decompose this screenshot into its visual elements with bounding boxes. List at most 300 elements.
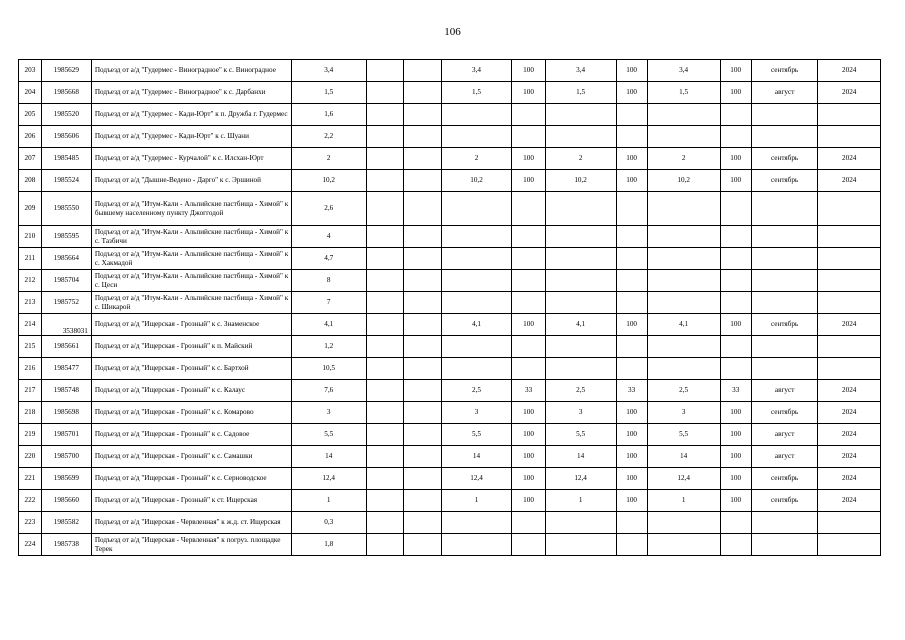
cell-road-length: 4,1 bbox=[291, 314, 366, 336]
cell-percent-1 bbox=[512, 292, 545, 314]
cell-value-3 bbox=[647, 336, 720, 358]
cell-value-3 bbox=[647, 292, 720, 314]
cell-percent-1: 100 bbox=[512, 82, 545, 104]
cell-percent-2 bbox=[616, 534, 647, 556]
cell-year bbox=[818, 126, 881, 148]
cell-col-empty-1 bbox=[366, 226, 403, 248]
cell-percent-1 bbox=[512, 270, 545, 292]
cell-percent-2: 100 bbox=[616, 170, 647, 192]
cell-road-name: Подъезд от а/д "Ищерская - Грозный" к с. Комарово bbox=[91, 402, 291, 424]
table-row bbox=[19, 358, 881, 380]
cell-percent-3 bbox=[720, 270, 751, 292]
cell-year bbox=[818, 512, 881, 534]
cell-col-empty-1 bbox=[366, 126, 403, 148]
cell-col-empty-2 bbox=[404, 104, 441, 126]
table-row bbox=[19, 270, 881, 292]
cell-percent-3: 100 bbox=[720, 424, 751, 446]
cell-row-number: 217 bbox=[19, 380, 42, 402]
cell-row-number: 210 bbox=[19, 226, 42, 248]
table-row bbox=[19, 446, 881, 468]
cell-value-2 bbox=[545, 292, 616, 314]
cell-value-3: 3,4 bbox=[647, 60, 720, 82]
cell-road-length: 3,4 bbox=[291, 60, 366, 82]
cell-percent-2 bbox=[616, 192, 647, 226]
cell-col-empty-1 bbox=[366, 358, 403, 380]
cell-percent-3: 100 bbox=[720, 314, 751, 336]
cell-year: 2024 bbox=[818, 380, 881, 402]
cell-road-code: 1985660 bbox=[41, 490, 91, 512]
cell-road-code: 1985629 bbox=[41, 60, 91, 82]
cell-percent-3 bbox=[720, 226, 751, 248]
cell-month bbox=[751, 248, 818, 270]
cell-col-empty-2 bbox=[404, 248, 441, 270]
cell-percent-2: 100 bbox=[616, 82, 647, 104]
cell-percent-2 bbox=[616, 248, 647, 270]
cell-col-empty-2 bbox=[404, 292, 441, 314]
cell-col-empty-2 bbox=[404, 534, 441, 556]
cell-col-empty-1 bbox=[366, 104, 403, 126]
cell-road-code: 1985701 bbox=[41, 424, 91, 446]
cell-road-length: 4,7 bbox=[291, 248, 366, 270]
cell-percent-1 bbox=[512, 512, 545, 534]
cell-col-empty-2 bbox=[404, 380, 441, 402]
cell-percent-1 bbox=[512, 192, 545, 226]
cell-percent-3: 33 bbox=[720, 380, 751, 402]
cell-percent-3: 100 bbox=[720, 468, 751, 490]
cell-road-name: Подъезд от а/д "Ищерская - Червленная" к погруз. площадке Терек bbox=[91, 534, 291, 556]
cell-row-number: 208 bbox=[19, 170, 42, 192]
cell-row-number: 209 bbox=[19, 192, 42, 226]
cell-percent-1: 100 bbox=[512, 60, 545, 82]
cell-year: 2024 bbox=[818, 424, 881, 446]
cell-road-length: 0,3 bbox=[291, 512, 366, 534]
cell-month: август bbox=[751, 424, 818, 446]
cell-month bbox=[751, 126, 818, 148]
table-row bbox=[19, 170, 881, 192]
cell-value-1 bbox=[441, 534, 512, 556]
cell-col-empty-2 bbox=[404, 402, 441, 424]
cell-road-code: 1985485 bbox=[41, 148, 91, 170]
cell-value-1: 1,5 bbox=[441, 82, 512, 104]
cell-value-2 bbox=[545, 336, 616, 358]
cell-value-2 bbox=[545, 226, 616, 248]
cell-road-code: 1985752 bbox=[41, 292, 91, 314]
cell-percent-1: 100 bbox=[512, 148, 545, 170]
cell-percent-2 bbox=[616, 336, 647, 358]
cell-col-empty-1 bbox=[366, 424, 403, 446]
cell-value-3 bbox=[647, 192, 720, 226]
cell-value-1 bbox=[441, 270, 512, 292]
cell-road-name: Подъезд от а/д "Ищерская - Червленная" к ж.д. ст. Ищерская bbox=[91, 512, 291, 534]
cell-row-number: 221 bbox=[19, 468, 42, 490]
cell-col-empty-2 bbox=[404, 512, 441, 534]
cell-value-3: 14 bbox=[647, 446, 720, 468]
cell-month: сентябрь bbox=[751, 148, 818, 170]
cell-col-empty-1 bbox=[366, 248, 403, 270]
cell-value-2: 1 bbox=[545, 490, 616, 512]
cell-col-empty-1 bbox=[366, 402, 403, 424]
cell-row-number: 211 bbox=[19, 248, 42, 270]
cell-col-empty-2 bbox=[404, 192, 441, 226]
cell-value-1 bbox=[441, 336, 512, 358]
cell-percent-1 bbox=[512, 126, 545, 148]
cell-percent-1: 100 bbox=[512, 314, 545, 336]
table-row bbox=[19, 82, 881, 104]
cell-value-3 bbox=[647, 126, 720, 148]
table-row bbox=[19, 104, 881, 126]
cell-percent-3: 100 bbox=[720, 490, 751, 512]
cell-road-name: Подъезд от а/д "Гудермес - Кади-Юрт" к с. Шуани bbox=[91, 126, 291, 148]
cell-value-1 bbox=[441, 358, 512, 380]
cell-value-3: 1 bbox=[647, 490, 720, 512]
cell-percent-3 bbox=[720, 192, 751, 226]
cell-month bbox=[751, 336, 818, 358]
cell-percent-3 bbox=[720, 358, 751, 380]
roads-table bbox=[18, 59, 881, 556]
cell-col-empty-1 bbox=[366, 270, 403, 292]
table-row bbox=[19, 512, 881, 534]
cell-value-2 bbox=[545, 104, 616, 126]
cell-year bbox=[818, 248, 881, 270]
cell-col-empty-1 bbox=[366, 82, 403, 104]
cell-value-3: 10,2 bbox=[647, 170, 720, 192]
cell-road-name: Подъезд от а/д "Ищерская - Грозный" к с. Серноводское bbox=[91, 468, 291, 490]
cell-row-number: 224 bbox=[19, 534, 42, 556]
cell-month: сентябрь bbox=[751, 468, 818, 490]
cell-month bbox=[751, 104, 818, 126]
cell-road-code: 1985582 bbox=[41, 512, 91, 534]
cell-value-3: 2,5 bbox=[647, 380, 720, 402]
cell-percent-2: 100 bbox=[616, 490, 647, 512]
cell-col-empty-1 bbox=[366, 446, 403, 468]
cell-col-empty-2 bbox=[404, 82, 441, 104]
cell-road-length: 2,2 bbox=[291, 126, 366, 148]
cell-percent-2: 100 bbox=[616, 314, 647, 336]
cell-road-length: 7 bbox=[291, 292, 366, 314]
cell-month bbox=[751, 292, 818, 314]
cell-value-1: 2 bbox=[441, 148, 512, 170]
cell-percent-2 bbox=[616, 104, 647, 126]
cell-road-length: 2,6 bbox=[291, 192, 366, 226]
cell-row-number: 213 bbox=[19, 292, 42, 314]
cell-col-empty-1 bbox=[366, 534, 403, 556]
cell-year: 2024 bbox=[818, 82, 881, 104]
cell-percent-2 bbox=[616, 512, 647, 534]
cell-month bbox=[751, 226, 818, 248]
cell-col-empty-1 bbox=[366, 490, 403, 512]
cell-value-3: 12,4 bbox=[647, 468, 720, 490]
cell-road-code: 1985668 bbox=[41, 82, 91, 104]
cell-row-number: 206 bbox=[19, 126, 42, 148]
cell-value-1 bbox=[441, 126, 512, 148]
cell-value-1: 3,4 bbox=[441, 60, 512, 82]
cell-road-name: Подъезд от а/д "Ищерская - Грозный" к с. Садовое bbox=[91, 424, 291, 446]
cell-value-3 bbox=[647, 358, 720, 380]
table-row bbox=[19, 148, 881, 170]
cell-value-1 bbox=[441, 292, 512, 314]
cell-col-empty-2 bbox=[404, 270, 441, 292]
table-row bbox=[19, 534, 881, 556]
cell-value-1 bbox=[441, 226, 512, 248]
cell-road-code: 1985700 bbox=[41, 446, 91, 468]
cell-road-length: 1,6 bbox=[291, 104, 366, 126]
table-row bbox=[19, 192, 881, 226]
page-number: 106 bbox=[444, 26, 461, 38]
cell-value-1: 4,1 bbox=[441, 314, 512, 336]
cell-year bbox=[818, 226, 881, 248]
cell-road-length: 5,5 bbox=[291, 424, 366, 446]
cell-percent-3 bbox=[720, 104, 751, 126]
cell-value-3 bbox=[647, 534, 720, 556]
table-row bbox=[19, 380, 881, 402]
cell-value-3 bbox=[647, 104, 720, 126]
cell-col-empty-2 bbox=[404, 314, 441, 336]
cell-col-empty-1 bbox=[366, 314, 403, 336]
cell-percent-2: 100 bbox=[616, 468, 647, 490]
table-row bbox=[19, 314, 881, 336]
cell-percent-3: 100 bbox=[720, 402, 751, 424]
cell-year bbox=[818, 336, 881, 358]
table-row bbox=[19, 490, 881, 512]
cell-col-empty-2 bbox=[404, 468, 441, 490]
cell-year bbox=[818, 358, 881, 380]
cell-road-length: 8 bbox=[291, 270, 366, 292]
cell-road-name: Подъезд от а/д "Ищерская - Грозный" к с. Знаменское bbox=[91, 314, 291, 336]
cell-percent-3 bbox=[720, 292, 751, 314]
cell-year: 2024 bbox=[818, 446, 881, 468]
cell-percent-1: 100 bbox=[512, 468, 545, 490]
cell-value-3: 3 bbox=[647, 402, 720, 424]
cell-col-empty-2 bbox=[404, 148, 441, 170]
cell-road-name: Подъезд от а/д "Дышне-Ведено - Дарго" к с. Эршиной bbox=[91, 170, 291, 192]
cell-road-name: Подъезд от а/д "Итум-Кали - Альпийские пастбища - Химой" к с. Шикарой bbox=[91, 292, 291, 314]
cell-month bbox=[751, 512, 818, 534]
cell-month bbox=[751, 358, 818, 380]
cell-row-number: 216 bbox=[19, 358, 42, 380]
cell-percent-3 bbox=[720, 336, 751, 358]
cell-percent-2 bbox=[616, 270, 647, 292]
cell-road-name: Подъезд от а/д "Итум-Кали - Альпийские пастбища - Химой" к с. Хакмадой bbox=[91, 248, 291, 270]
cell-month: сентябрь bbox=[751, 170, 818, 192]
cell-value-2 bbox=[545, 126, 616, 148]
cell-road-name: Подъезд от а/д "Ищерская - Грозный" к ст. Ищерская bbox=[91, 490, 291, 512]
cell-col-empty-2 bbox=[404, 170, 441, 192]
cell-value-1: 5,5 bbox=[441, 424, 512, 446]
cell-road-length: 1,2 bbox=[291, 336, 366, 358]
cell-value-2 bbox=[545, 534, 616, 556]
cell-road-length: 3 bbox=[291, 402, 366, 424]
cell-row-number: 212 bbox=[19, 270, 42, 292]
cell-percent-3 bbox=[720, 534, 751, 556]
cell-road-length: 10,5 bbox=[291, 358, 366, 380]
cell-road-name: Подъезд от а/д "Итум-Кали - Альпийские пастбища - Химой" к с. Тазбичи bbox=[91, 226, 291, 248]
cell-road-code: 1985477 bbox=[41, 358, 91, 380]
cell-year: 2024 bbox=[818, 314, 881, 336]
cell-row-number: 218 bbox=[19, 402, 42, 424]
cell-year bbox=[818, 192, 881, 226]
cell-percent-1: 100 bbox=[512, 170, 545, 192]
cell-percent-2: 100 bbox=[616, 446, 647, 468]
cell-value-1: 1 bbox=[441, 490, 512, 512]
cell-road-code: 1985524 bbox=[41, 170, 91, 192]
cell-road-code: 1985661 bbox=[41, 336, 91, 358]
cell-percent-3: 100 bbox=[720, 60, 751, 82]
cell-percent-1: 100 bbox=[512, 402, 545, 424]
cell-col-empty-2 bbox=[404, 336, 441, 358]
cell-col-empty-1 bbox=[366, 60, 403, 82]
cell-value-1: 3 bbox=[441, 402, 512, 424]
cell-year: 2024 bbox=[818, 402, 881, 424]
cell-year bbox=[818, 104, 881, 126]
cell-percent-1: 33 bbox=[512, 380, 545, 402]
cell-month: сентябрь bbox=[751, 60, 818, 82]
cell-percent-3 bbox=[720, 126, 751, 148]
cell-road-code: 3538031 bbox=[41, 314, 91, 336]
table-row bbox=[19, 292, 881, 314]
cell-col-empty-1 bbox=[366, 512, 403, 534]
cell-road-length: 1,8 bbox=[291, 534, 366, 556]
cell-percent-1: 100 bbox=[512, 490, 545, 512]
cell-road-length: 4 bbox=[291, 226, 366, 248]
cell-col-empty-1 bbox=[366, 380, 403, 402]
table-row bbox=[19, 60, 881, 82]
cell-value-2 bbox=[545, 270, 616, 292]
cell-value-3 bbox=[647, 248, 720, 270]
cell-year: 2024 bbox=[818, 60, 881, 82]
cell-row-number: 204 bbox=[19, 82, 42, 104]
cell-percent-3: 100 bbox=[720, 148, 751, 170]
cell-percent-2 bbox=[616, 358, 647, 380]
cell-value-2: 5,5 bbox=[545, 424, 616, 446]
cell-road-code: 1985699 bbox=[41, 468, 91, 490]
cell-percent-1 bbox=[512, 226, 545, 248]
cell-row-number: 203 bbox=[19, 60, 42, 82]
cell-month: август bbox=[751, 82, 818, 104]
cell-percent-1: 100 bbox=[512, 424, 545, 446]
cell-row-number: 222 bbox=[19, 490, 42, 512]
cell-col-empty-2 bbox=[404, 126, 441, 148]
cell-road-length: 1,5 bbox=[291, 82, 366, 104]
cell-col-empty-1 bbox=[366, 292, 403, 314]
cell-percent-3 bbox=[720, 248, 751, 270]
cell-value-2: 4,1 bbox=[545, 314, 616, 336]
cell-year bbox=[818, 534, 881, 556]
cell-year: 2024 bbox=[818, 490, 881, 512]
cell-row-number: 214 bbox=[19, 314, 42, 336]
cell-value-1 bbox=[441, 104, 512, 126]
cell-road-code: 1985704 bbox=[41, 270, 91, 292]
cell-value-3: 1,5 bbox=[647, 82, 720, 104]
cell-percent-2 bbox=[616, 126, 647, 148]
cell-road-length: 10,2 bbox=[291, 170, 366, 192]
cell-row-number: 223 bbox=[19, 512, 42, 534]
cell-value-2 bbox=[545, 248, 616, 270]
cell-percent-1 bbox=[512, 104, 545, 126]
cell-road-length: 2 bbox=[291, 148, 366, 170]
cell-percent-2: 100 bbox=[616, 424, 647, 446]
cell-col-empty-1 bbox=[366, 148, 403, 170]
cell-road-code: 1985520 bbox=[41, 104, 91, 126]
table-row bbox=[19, 248, 881, 270]
table-row bbox=[19, 226, 881, 248]
cell-row-number: 220 bbox=[19, 446, 42, 468]
cell-percent-3: 100 bbox=[720, 170, 751, 192]
cell-road-code: 1985748 bbox=[41, 380, 91, 402]
cell-col-empty-1 bbox=[366, 336, 403, 358]
cell-road-name: Подъезд от а/д "Итум-Кали - Альпийские пастбища - Химой" к бывшему населенному пункту Джоггодой bbox=[91, 192, 291, 226]
table-row bbox=[19, 468, 881, 490]
cell-percent-1 bbox=[512, 248, 545, 270]
cell-road-name: Подъезд от а/д "Ищерская - Грозный" к с. Самашки bbox=[91, 446, 291, 468]
cell-road-code: 1985606 bbox=[41, 126, 91, 148]
cell-col-empty-2 bbox=[404, 358, 441, 380]
cell-row-number: 205 bbox=[19, 104, 42, 126]
cell-value-1 bbox=[441, 248, 512, 270]
cell-percent-3: 100 bbox=[720, 446, 751, 468]
cell-col-empty-1 bbox=[366, 468, 403, 490]
cell-value-1: 12,4 bbox=[441, 468, 512, 490]
cell-value-2: 14 bbox=[545, 446, 616, 468]
cell-value-3: 4,1 bbox=[647, 314, 720, 336]
cell-road-length: 1 bbox=[291, 490, 366, 512]
cell-value-2 bbox=[545, 512, 616, 534]
cell-percent-2 bbox=[616, 226, 647, 248]
cell-percent-2: 33 bbox=[616, 380, 647, 402]
table-body bbox=[19, 60, 881, 556]
cell-col-empty-1 bbox=[366, 192, 403, 226]
cell-month: август bbox=[751, 446, 818, 468]
cell-value-1: 2,5 bbox=[441, 380, 512, 402]
cell-percent-1 bbox=[512, 336, 545, 358]
cell-road-code: 1985550 bbox=[41, 192, 91, 226]
cell-value-3 bbox=[647, 512, 720, 534]
cell-road-code: 1985698 bbox=[41, 402, 91, 424]
cell-value-1: 14 bbox=[441, 446, 512, 468]
cell-value-3 bbox=[647, 226, 720, 248]
cell-month: август bbox=[751, 380, 818, 402]
cell-road-name: Подъезд от а/д "Гудермес - Кади-Юрт" к п. Дружба г. Гудермес bbox=[91, 104, 291, 126]
table-row bbox=[19, 424, 881, 446]
cell-value-2: 1,5 bbox=[545, 82, 616, 104]
cell-percent-3 bbox=[720, 512, 751, 534]
cell-value-2 bbox=[545, 358, 616, 380]
cell-value-3: 2 bbox=[647, 148, 720, 170]
cell-year: 2024 bbox=[818, 468, 881, 490]
cell-value-2: 3,4 bbox=[545, 60, 616, 82]
cell-row-number: 215 bbox=[19, 336, 42, 358]
cell-value-1 bbox=[441, 192, 512, 226]
cell-year bbox=[818, 270, 881, 292]
cell-col-empty-2 bbox=[404, 490, 441, 512]
cell-road-name: Подъезд от а/д "Гудермес - Виноградное" к с. Виноградное bbox=[91, 60, 291, 82]
cell-value-2 bbox=[545, 192, 616, 226]
cell-road-length: 12,4 bbox=[291, 468, 366, 490]
cell-col-empty-1 bbox=[366, 170, 403, 192]
cell-road-name: Подъезд от а/д "Гудермес - Виноградное" к с. Дарбанхи bbox=[91, 82, 291, 104]
cell-value-3: 5,5 bbox=[647, 424, 720, 446]
cell-col-empty-2 bbox=[404, 424, 441, 446]
cell-percent-1: 100 bbox=[512, 446, 545, 468]
cell-value-1: 10,2 bbox=[441, 170, 512, 192]
cell-col-empty-2 bbox=[404, 60, 441, 82]
cell-value-3 bbox=[647, 270, 720, 292]
cell-road-name: Подъезд от а/д "Ищерская - Грозный" к п. Майский bbox=[91, 336, 291, 358]
cell-road-name: Подъезд от а/д "Гудермес - Курчалой" к с. Илсхан-Юрт bbox=[91, 148, 291, 170]
cell-month: сентябрь bbox=[751, 402, 818, 424]
cell-percent-2: 100 bbox=[616, 60, 647, 82]
cell-road-name: Подъезд от а/д "Ищерская - Грозный" к с. Калаус bbox=[91, 380, 291, 402]
cell-value-2: 2,5 bbox=[545, 380, 616, 402]
